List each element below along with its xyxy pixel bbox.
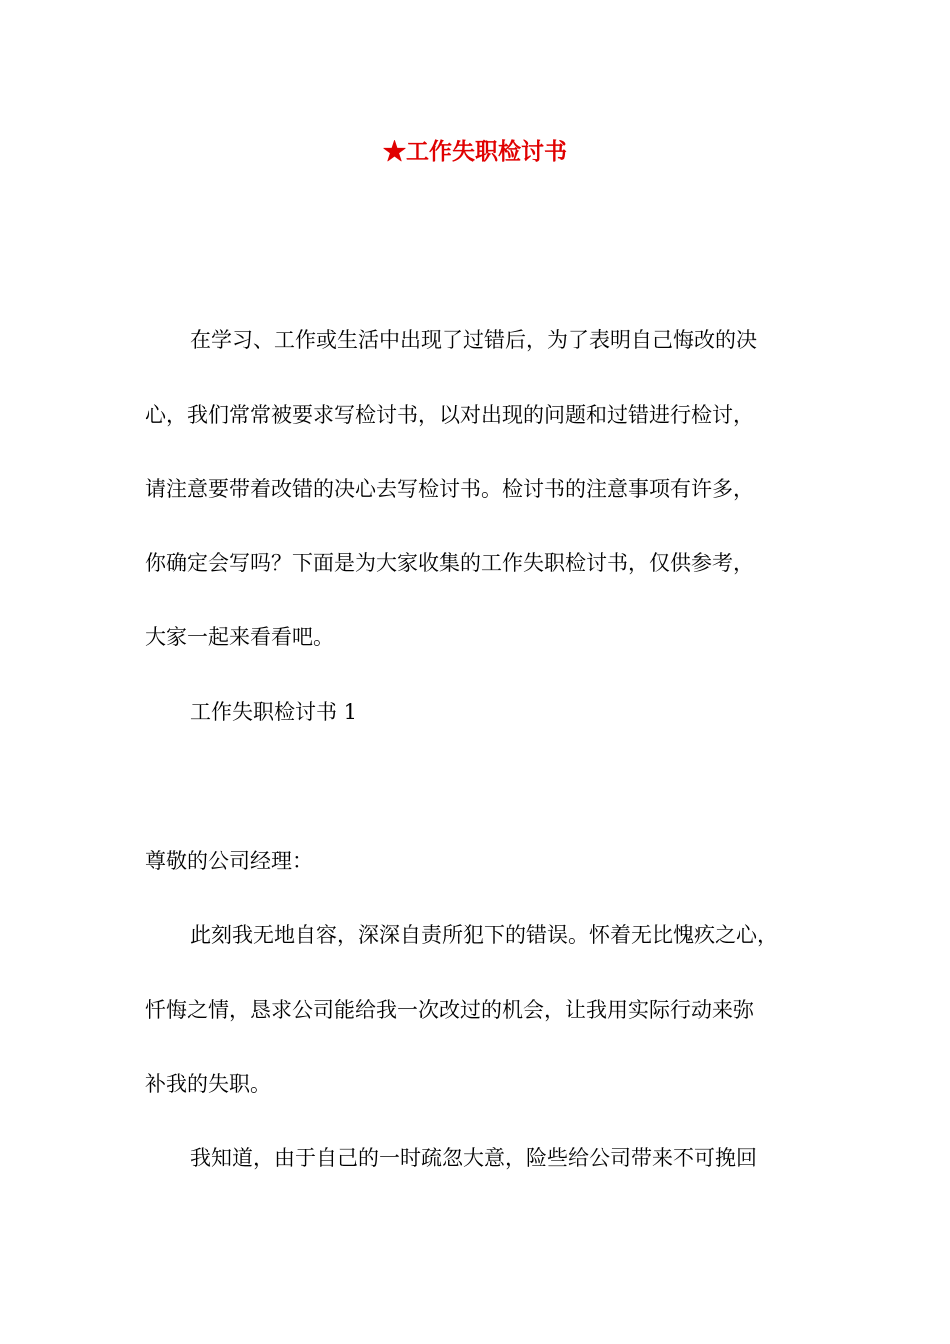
- intro-line-3: 请注意要带着改错的决心去写检讨书。检讨书的注意事项有许多，: [145, 477, 754, 501]
- intro-line-4: 你确定会写吗？下面是为大家收集的工作失职检讨书，仅供参考，: [145, 551, 754, 575]
- intro-line-5: 大家一起来看看吧。: [145, 625, 334, 649]
- document-title: ★工作失职检讨书: [383, 138, 567, 165]
- intro-line-2: 心，我们常常被要求写检讨书，以对出现的问题和过错进行检讨，: [145, 403, 754, 427]
- salutation: 尊敬的公司经理：: [145, 849, 313, 873]
- paragraph1-line-3: 补我的失职。: [145, 1072, 271, 1096]
- paragraph1-line-2: 忏悔之情，恳求公司能给我一次改过的机会，让我用实际行动来弥: [145, 998, 754, 1022]
- intro-line-1: 在学习、工作或生活中出现了过错后，为了表明自己悔改的决: [190, 328, 757, 352]
- paragraph2-line-1: 我知道，由于自己的一时疏忽大意，险些给公司带来不可挽回: [190, 1146, 757, 1170]
- section-heading: 工作失职检讨书 1: [190, 700, 358, 724]
- paragraph1-line-1: 此刻我无地自容，深深自责所犯下的错误。怀着无比愧疚之心，: [190, 923, 778, 947]
